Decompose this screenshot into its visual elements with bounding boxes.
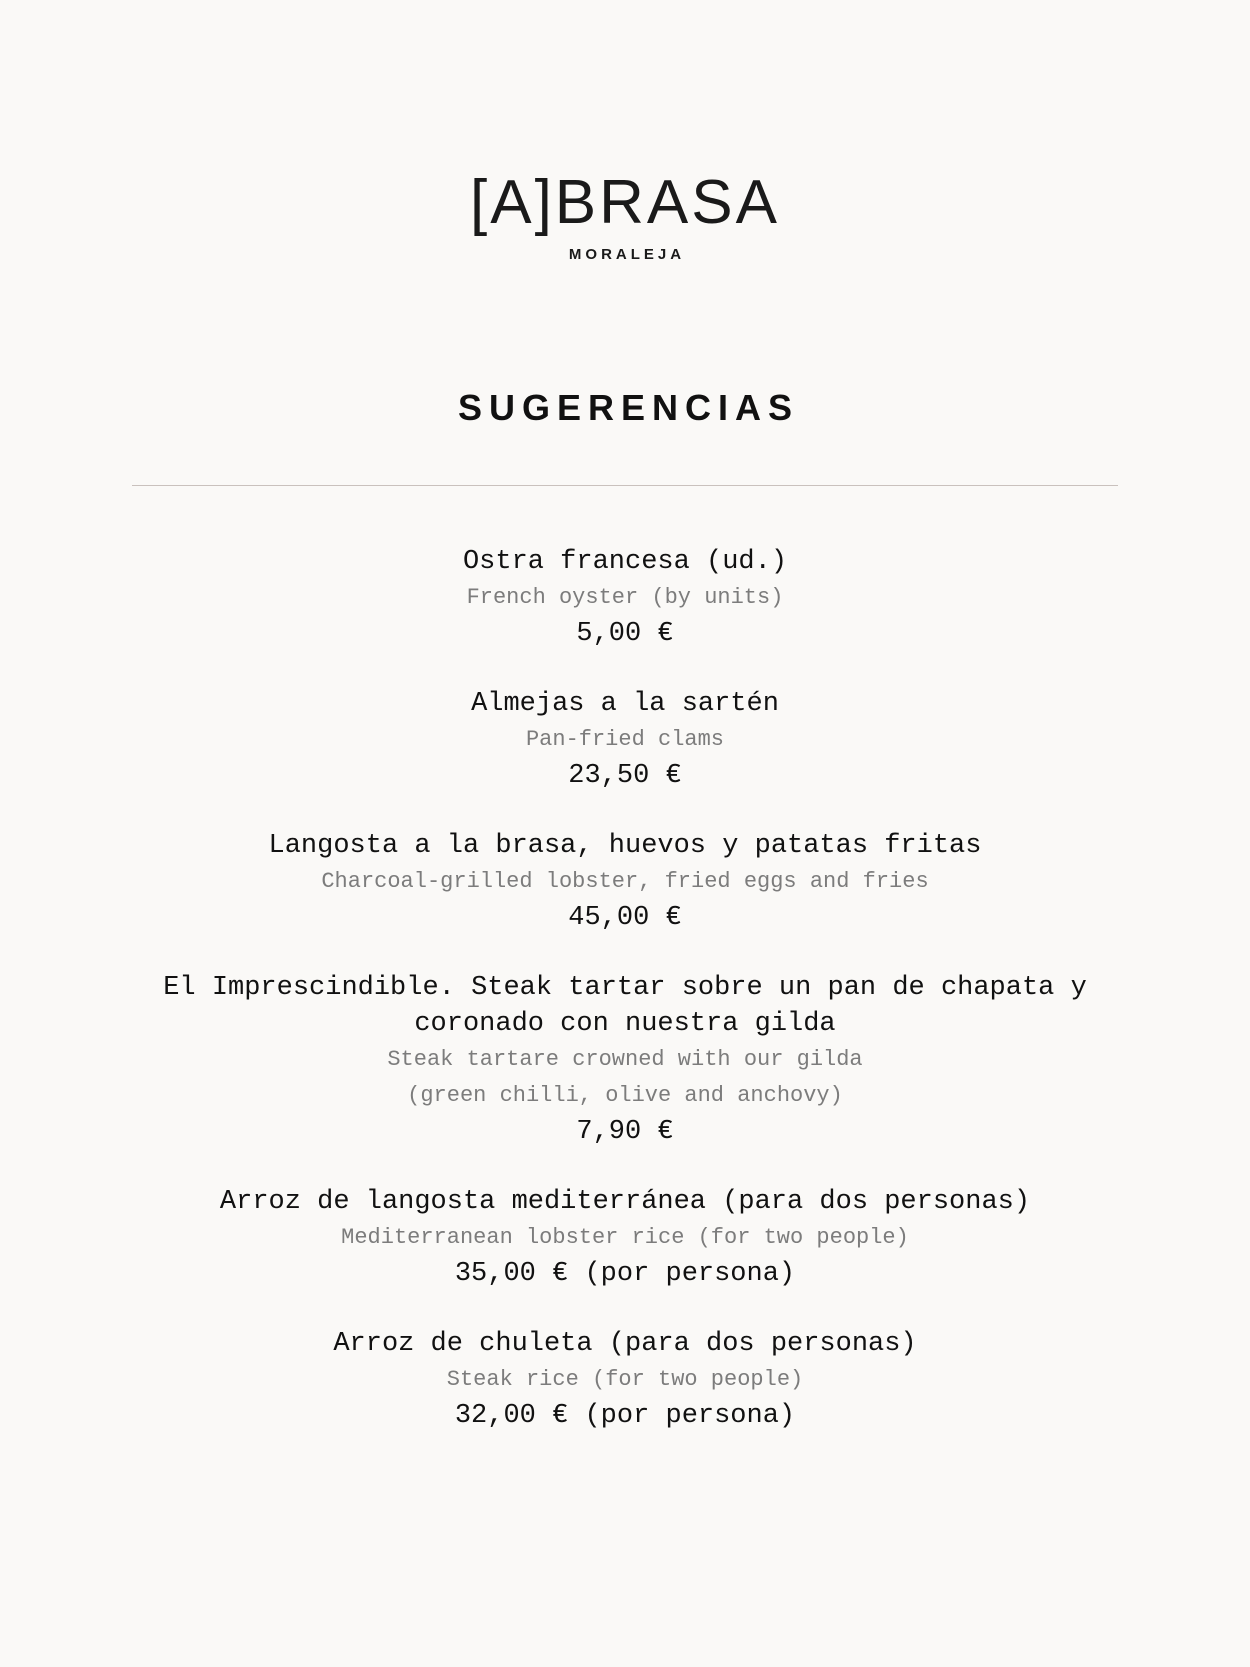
item-price: 35,00 € (por persona) [454,1259,796,1289]
item-name: Arroz de langosta mediterránea (para dos personas) [219,1187,1031,1217]
restaurant-location: MORALEJA [568,246,686,263]
item-price: 23,50 € [568,761,682,791]
menu-list [0,544,1250,1468]
item-name: Ostra francesa (ud.) [462,547,788,577]
item-description-detail: (green chilli, olive and anchovy) [407,1083,843,1108]
menu-item [100,544,1150,652]
menu-item [100,970,1150,1150]
item-description: French oyster (by units) [466,585,784,610]
item-price: 5,00 € [576,619,674,649]
item-name: El Imprescindible. Steak tartar sobre un pan de chapata y coronado con nuestra gilda [163,973,1087,1039]
divider [132,485,1118,486]
menu-item [100,1326,1150,1434]
item-name: Almejas a la sartén [471,689,779,719]
item-description: Steak rice (for two people) [446,1367,804,1392]
restaurant-logo: [A]BRASA [470,168,780,237]
item-price: 45,00 € [568,903,682,933]
menu-item [100,1184,1150,1292]
item-description: Mediterranean lobster rice (for two people) [341,1225,909,1250]
item-price: 32,00 € (por persona) [454,1401,796,1431]
item-description: Pan-fried clams [525,727,725,752]
menu-item [100,686,1150,794]
item-description: Steak tartare crowned with our gilda [387,1047,863,1072]
item-name: Langosta a la brasa, huevos y patatas fritas [268,831,982,861]
item-price: 7,90 € [576,1117,674,1147]
item-name: Arroz de chuleta (para dos personas) [333,1329,917,1359]
menu-item [100,828,1150,936]
item-description: Charcoal-grilled lobster, fried eggs and fries [321,869,929,894]
section-title: SUGERENCIAS [457,387,800,428]
